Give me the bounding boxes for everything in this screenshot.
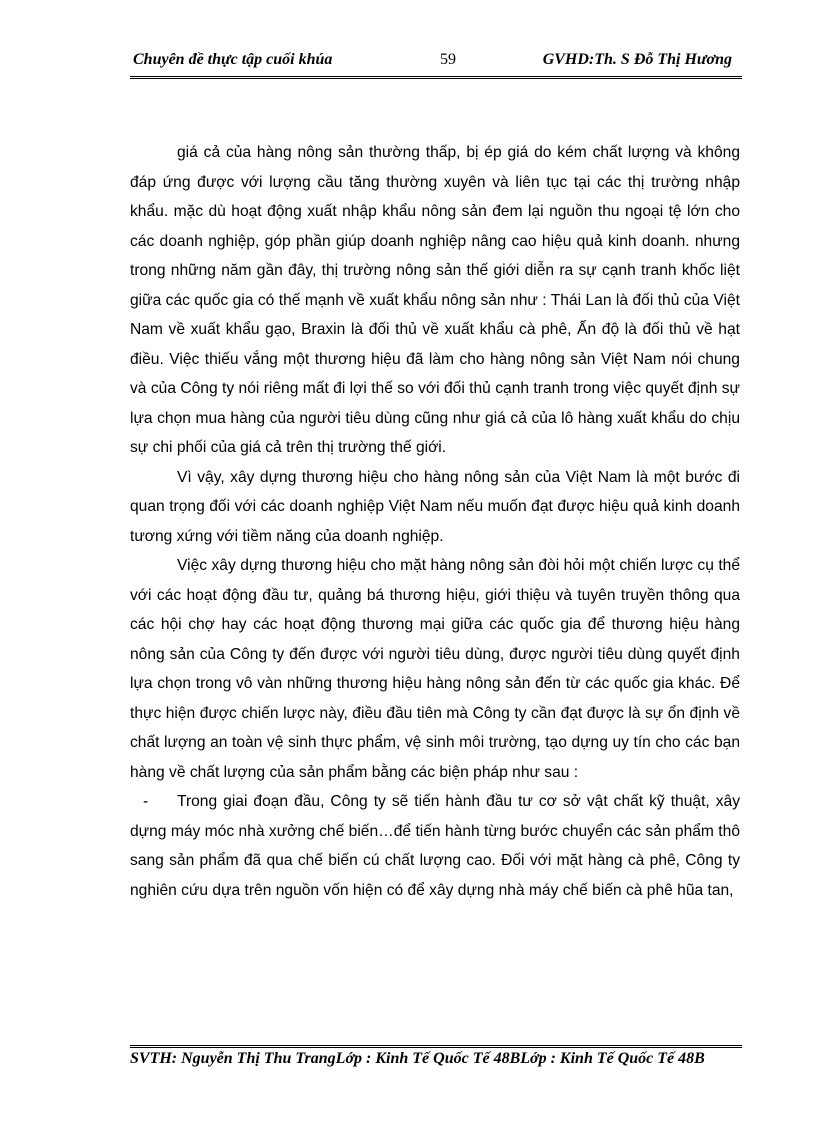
dash-list-item bbox=[130, 787, 740, 905]
header-title: Chuyên đề thực tập cuối khúa bbox=[133, 51, 333, 68]
page-footer bbox=[130, 1045, 742, 1068]
paragraph-2: Vì vậy, xây dựng thương hiệu cho hàng nông sản của Việt Nam là một bước đi quan trọng đối với các doanh nghiệp Việt Nam nếu muốn đạt được hiệu quả kinh doanh tương xứng với tiềm năng của doanh nghiệp. bbox=[130, 468, 740, 545]
page-number: 59 bbox=[440, 51, 456, 68]
document-body bbox=[130, 138, 740, 905]
page-header bbox=[130, 50, 742, 79]
paragraph-3: Việc xây dựng thương hiệu cho mặt hàng nông sản đòi hỏi một chiến lược cụ thể với các hoạt động đầu tư, quảng bá thương hiệu, giới thiệu và tuyên truyền thông qua các hội chợ hay các hoạt động thương mại giữa các quốc gia để thương hiệu hàng nông sản của Công ty đến được với người tiêu dùng, được người tiêu dùng quyết định lựa chọn trong vô vàn những thương hiệu hàng nông sản đến từ các quốc gia khác. Để thực hiện được chiến lược này, điều đầu tiên mà Công ty cần đạt được là sự ổn định về chất lượng an toàn vệ sinh thực phẩm, vệ sinh môi trường, tạo dựng uy tín cho các bạn hàng về chất lượng của sản phẩm bằng các biện pháp như sau : bbox=[130, 557, 740, 781]
paragraph-1: giá cả của hàng nông sản thường thấp, bị ép giá do kém chất lượng và không đáp ứng được với lượng cầu tăng thường xuyên và liên tục tại các thị trường nhập khẩu. mặc dù hoạt động xuất nhập khẩu nông sản đem lại nguồn thu ngoại tệ lớn cho các doanh nghiệp, góp phần giúp doanh nghiệp nâng cao hiệu quả kinh doanh. nhưng trong những năm gần đây, thị trường nông sản thế giới diễn ra sự cạnh tranh khốc liệt giữa các quốc gia có thế mạnh về xuất khẩu nông sản như : Thái Lan là đối thủ của Việt Nam về xuất khẩu gạo, Braxin là đối thủ về xuất khẩu cà phê, Ấn độ là đối thủ về hạt điều. Việc thiếu vắng một thương hiệu đã làm cho hàng nông sản Việt Nam nói chung và của Công ty nói riêng mất đi lợi thế so với đối thủ cạnh tranh trong việc quyết định sự lựa chọn mua hàng của người tiêu dùng cũng như giá cả của lô hàng xuất khẩu do chịu sự chi phối của giá cả trên thị trường thế giới. bbox=[130, 144, 740, 456]
header-advisor: GVHD:Th. S Đỗ Thị Hương bbox=[542, 51, 732, 68]
dash-bullet: - bbox=[143, 793, 149, 810]
footer-text: SVTH: Nguyễn Thị Thu TrangLớp : Kinh Tế Quốc Tế 48BLớp : Kinh Tế Quốc Tế 48B bbox=[130, 1050, 705, 1067]
dash-item-text: Trong giai đoạn đầu, Công ty sẽ tiến hành đầu tư cơ sở vật chất kỹ thuật, xây dựng máy móc nhà xưởng chế biến…để tiến hành từng bước chuyển các sản phẩm thô sang sản phẩm đã qua chế biến cú chất lượng cao. Đối với mặt hàng cà phê, Công ty nghiên cứu dựa trên nguồn vốn hiện có để xây dựng nhà máy chế biến cà phê hũa tan, bbox=[130, 793, 740, 899]
